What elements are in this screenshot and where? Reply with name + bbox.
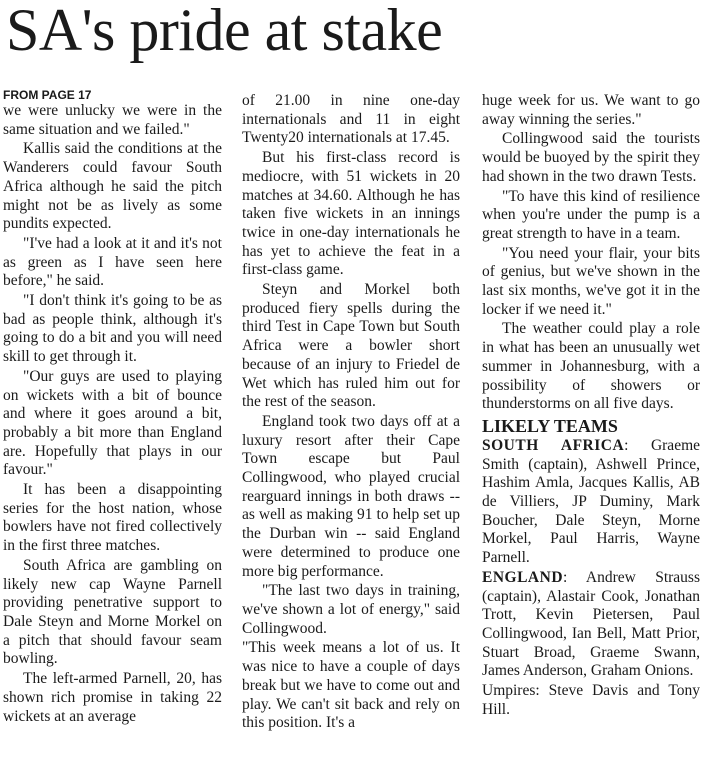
paragraph: "The last two days in training, we've shown a lot of energy," said Collingwood.	[242, 582, 460, 637]
paragraph: Collingwood said the tourists would be buoyed by the spirit they had shown in the two drawn Tests.	[482, 130, 700, 185]
paragraph: England took two days off at a luxury resort after their Cape Town escape but Paul Collingwood, who played crucial rearguard innings in both draws -- as well as making 91 to help set up the Durban win -- said England were determined to produce one more big performance.	[242, 412, 460, 580]
paragraph: we were unlucky we were in the same situation and we failed."	[3, 102, 222, 138]
paragraph: The left-armed Parnell, 20, has shown rich promise in taking 22 wickets at an average	[3, 670, 222, 725]
likely-teams-heading: LIKELY TEAMS	[482, 415, 618, 436]
paragraph: "To have this kind of resilience when you're under the pump is a great strength to have in a team.	[482, 187, 700, 242]
paragraph: "I've had a look at it and it's not as green as I have seen here before," he said.	[3, 234, 222, 290]
paragraph: Kallis said the conditions at the Wanderers could favour South Africa although he said the pitch might not be as lively as some pundits expected.	[3, 140, 222, 233]
paragraph: "I don't think it's going to be as bad as people think, although it's going to do a bit and you will need skill to get through it.	[3, 292, 222, 366]
paragraph: huge week for us. We want to go away winning the series."	[482, 92, 700, 128]
column-3	[482, 92, 700, 721]
paragraph: "You need your flair, your bits of genius, but we've shown in the last six months, we've got it in the locker if we need it."	[482, 244, 700, 318]
paragraph: of 21.00 in nine one-day internationals and 11 in eight Twenty20 internationals at 17.45.	[242, 92, 460, 147]
paragraph: South Africa are gambling on likely new cap Wayne Parnell providing penetrative support to Dale Steyn and Morne Morkel on a pitch that should favour seam bowling.	[3, 556, 222, 668]
paragraph: The weather could play a role in what has been an unusually wet summer in Johannesburg, with a possibility of showers or thunderstorms on all five days.	[482, 320, 700, 413]
paragraph: Steyn and Morkel both produced fiery spells during the third Test in Cape Town but South Africa were a bowler short because of an injury to Friedel de Wet which has ruled him out for the rest of the season.	[242, 281, 460, 411]
column-1	[3, 88, 222, 727]
england-label: ENGLAND	[482, 568, 564, 586]
paragraph: It has been a disappointing series for the host nation, whose bowlers have not fired collectively in the first three matches.	[3, 481, 222, 555]
paragraph: But his first-class record is mediocre, with 51 wickets in 20 matches at 34.60. Although he has taken five wickets in an innings twice in one-day internationals he has yet to achieve the feat in a first-class game.	[242, 149, 460, 279]
paragraph: "Our guys are used to playing on wickets with a bit of bounce and where it goes around a bit, probably a bit more than England are. Hopefully that plays in our favour."	[3, 367, 222, 479]
headline: SA's pride at stake	[6, 0, 443, 63]
england-team	[482, 569, 700, 681]
south-africa-label: SOUTH AFRICA	[482, 436, 625, 454]
england-players: : Andrew Strauss (captain), Alastair Cook, Jonathan Trott, Kevin Pietersen, Paul Collingwood, Ian Bell, Matt Prior, Stuart Broad, Graeme Swann, James Anderson, Graham Onions.	[482, 568, 700, 680]
column-2	[242, 92, 460, 734]
umpires: Umpires: Steve Davis and Tony Hill.	[482, 682, 700, 718]
paragraph: "This week means a lot of us. It was nice to have a couple of days break but we have to come out and play. We can't sit back and rely on this position. It's a	[242, 639, 460, 732]
from-page-label: FROM PAGE 17	[3, 88, 92, 102]
south-africa-team	[482, 437, 700, 568]
south-africa-players: : Graeme Smith (captain), Ashwell Prince, Hashim Amla, Jacques Kallis, AB de Villiers, JP Duminy, Mark Boucher, Dale Steyn, Morne Morkel, Paul Harris, Wayne Parnell.	[482, 436, 701, 567]
